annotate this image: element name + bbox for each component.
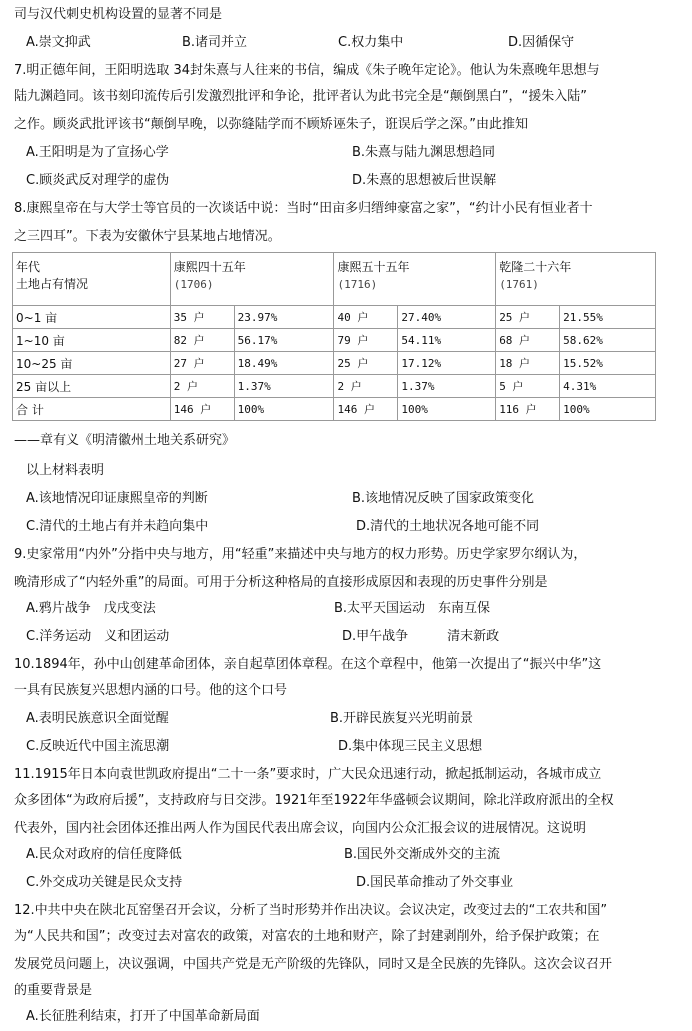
- question-6-stem: 司与汉代刺史机构设置的显著不同是: [14, 7, 223, 22]
- land-ownership-table: [12, 252, 656, 421]
- q10-option-a: A.表明民族意识全面觉醒: [26, 711, 169, 726]
- q7-option-c: C.顾炎武反对理学的虚伪: [26, 173, 170, 188]
- q6-option-d: D.因循保守: [508, 35, 575, 50]
- table-cell: 100%: [398, 398, 496, 421]
- table-header-row: [13, 253, 656, 306]
- table-cell: 15.52%: [560, 352, 656, 375]
- row-label: 合 计: [13, 398, 171, 421]
- row-label: 0~1 亩: [13, 306, 171, 329]
- table-row: [13, 352, 656, 375]
- period-header-1716: [334, 253, 496, 306]
- table-row: [13, 375, 656, 398]
- question-12-line-3: 发展党员问题上，决议强调，中国共产党是无产阶级的先锋队，同时又是全民族的先锋队。这次会议召开: [14, 957, 613, 972]
- q11-option-a: A.民众对政府的信任度降低: [26, 847, 182, 862]
- q9-option-a: A.鸦片战争 戊戌变法: [26, 601, 156, 616]
- table-row-total: [13, 398, 656, 421]
- period-year: (1716): [337, 278, 378, 291]
- question-12-line-4: 的重要背景是: [14, 983, 93, 998]
- question-11-line-3: 代表外，国内社会团体还推出两人作为国民代表出席会议，向国内公众汇报会议的进展情况。这说明: [14, 821, 587, 836]
- table-corner-header: [13, 253, 171, 306]
- question-11-line-2: 众多团体“为政府后援”，支持政府与日交涉。1921年至1922年华盛顿会议期间，除北洋政府派出的全权: [14, 793, 614, 808]
- table-cell: 2 户: [170, 375, 234, 398]
- q7-option-b: B.朱熹与陆九渊思想趋同: [352, 145, 496, 160]
- q6-option-a: A.崇文抑武: [26, 35, 91, 50]
- question-9-line-1: 9.史家常用“内外”分指中央与地方，用“轻重”来描述中央与地方的权力形势。历史学家罗尔纲认为，: [14, 547, 587, 562]
- table-cell: 82 户: [170, 329, 234, 352]
- table-cell: 5 户: [496, 375, 560, 398]
- table-cell: 2 户: [334, 375, 398, 398]
- q10-option-d: D.集中体现三民主义思想: [338, 739, 483, 754]
- table-cell: 21.55%: [560, 306, 656, 329]
- question-8-line-2: 之三四耳”。下表为安徽休宁县某地占地情况。: [14, 229, 281, 244]
- table-cell: 100%: [234, 398, 334, 421]
- question-10-line-1: 10.1894年，孙中山创建革命团体，亲自起草团体章程。在这个章程中，他第一次提出了“振兴中华”这: [14, 657, 602, 672]
- question-7-line-2: 陆九渊趋同。该书刻印流传后引发激烈批评和争论，批评者认为此书完全是“颠倒黑白”，“援朱入陆”: [14, 89, 587, 104]
- q11-option-c: C.外交成功关键是民众支持: [26, 875, 183, 890]
- table-cell: 35 户: [170, 306, 234, 329]
- q6-option-b: B.诸司并立: [182, 35, 248, 50]
- question-12-line-2: 为“人民共和国”；改变过去对富农的政策，对富农的土地和财产，除了封建剥削外，给予保护政策；在: [14, 929, 600, 944]
- q9-option-d: D.甲午战争 清末新政: [342, 629, 500, 644]
- period-header-1706: [170, 253, 334, 306]
- q11-option-d: D.国民革命推动了外交事业: [356, 875, 514, 890]
- question-8-line-1: 8.康熙皇帝在与大学士等官员的一次谈话中说：当时“田亩多归缙绅豪富之家”，“约计小民有恒业者十: [14, 201, 593, 216]
- q7-option-a: A.王阳明是为了宣扬心学: [26, 145, 169, 160]
- q8-option-a: A.该地情况印证康熙皇帝的判断: [26, 491, 208, 506]
- table-cell: 25 户: [496, 306, 560, 329]
- table-cell: 18 户: [496, 352, 560, 375]
- q8-option-b: B.该地情况反映了国家政策变化: [352, 491, 535, 506]
- period-year: (1706): [173, 278, 214, 291]
- table-cell: 54.11%: [398, 329, 496, 352]
- question-11-line-1: 11.1915年日本向袁世凯政府提出“二十一条”要求时，广大民众迅速行动，掀起抵制运动，各城市成立: [14, 767, 602, 782]
- table-cell: 146 户: [334, 398, 398, 421]
- table-row: [13, 306, 656, 329]
- table-cell: 100%: [560, 398, 656, 421]
- corner-year-label: 年代: [16, 260, 41, 274]
- table-cell: 146 户: [170, 398, 234, 421]
- table-cell: 116 户: [496, 398, 560, 421]
- q12-option-a: A.长征胜利结束，打开了中国革命新局面: [26, 1009, 260, 1024]
- question-7-line-1: 7.明正德年间，王阳明选取 34封朱熹与人往来的书信，编成《朱子晚年定论》。他认为朱熹晚年思想与: [14, 63, 600, 78]
- question-10-line-2: 一具有民族复兴思想内涵的口号。他的这个口号: [14, 683, 288, 698]
- table-cell: 17.12%: [398, 352, 496, 375]
- period-header-1761: [496, 253, 656, 306]
- q10-option-b: B.开辟民族复兴光明前景: [330, 711, 474, 726]
- q10-option-c: C.反映近代中国主流思潮: [26, 739, 170, 754]
- period-name: 康熙五十五年: [337, 260, 410, 274]
- table-cell: 1.37%: [398, 375, 496, 398]
- table-cell: 18.49%: [234, 352, 334, 375]
- table-cell: 23.97%: [234, 306, 334, 329]
- question-12-line-1: 12.中共中央在陕北瓦窑堡召开会议，分析了当时形势并作出决议。会议决定，改变过去的“工农共和国”: [14, 903, 608, 918]
- period-name: 乾隆二十六年: [499, 260, 572, 274]
- table-cell: 79 户: [334, 329, 398, 352]
- q9-option-b: B.太平天国运动 东南互保: [334, 601, 491, 616]
- question-7-line-3: 之作。顾炎武批评该书“颠倒早晚，以弥缝陆学而不顾矫诬朱子，诳误后学之深。”由此推知: [14, 117, 528, 132]
- q8-option-d: D.清代的土地状况各地可能不同: [356, 519, 540, 534]
- q8-option-c: C.清代的土地占有并未趋向集中: [26, 519, 209, 534]
- question-9-line-2: 晚清形成了“内轻外重”的局面。可用于分析这种格局的直接形成原因和表现的历史事件分别是: [14, 575, 548, 590]
- table-cell: 27.40%: [398, 306, 496, 329]
- q11-option-b: B.国民外交渐成外交的主流: [344, 847, 501, 862]
- q6-option-c: C.权力集中: [338, 35, 404, 50]
- corner-land-label: 土地占有情况: [16, 277, 89, 291]
- row-label: 10~25 亩: [13, 352, 171, 375]
- table-cell: 40 户: [334, 306, 398, 329]
- period-name: 康熙四十五年: [173, 260, 246, 274]
- table-cell: 56.17%: [234, 329, 334, 352]
- q9-option-c: C.洋务运动 义和团运动: [26, 629, 170, 644]
- table-cell: 58.62%: [560, 329, 656, 352]
- question-8-lead: 以上材料表明: [26, 463, 105, 478]
- row-label: 1~10 亩: [13, 329, 171, 352]
- table-cell: 4.31%: [560, 375, 656, 398]
- q7-option-d: D.朱熹的思想被后世误解: [352, 173, 497, 188]
- table-cell: 27 户: [170, 352, 234, 375]
- period-year: (1761): [499, 278, 539, 291]
- table-row: [13, 329, 656, 352]
- row-label: 25 亩以上: [13, 375, 171, 398]
- table-cell: 68 户: [496, 329, 560, 352]
- table-cell: 1.37%: [234, 375, 334, 398]
- table-source: ——章有义《明清徽州土地关系研究》: [14, 433, 236, 448]
- table-cell: 25 户: [334, 352, 398, 375]
